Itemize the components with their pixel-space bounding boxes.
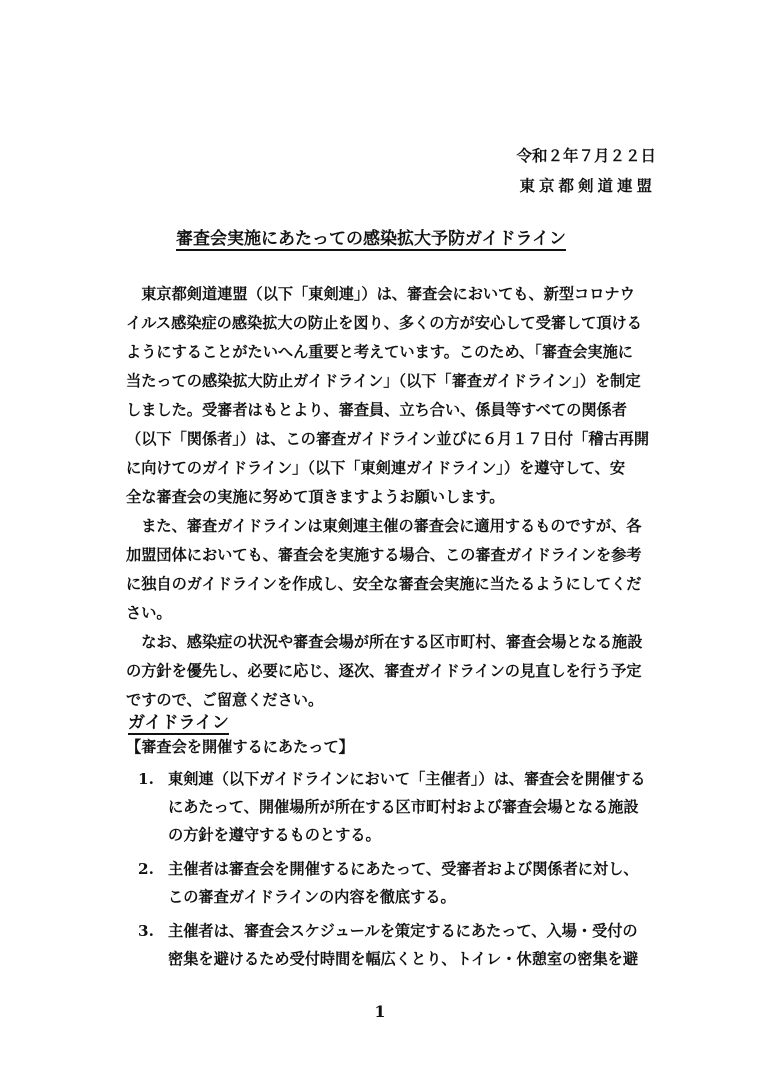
guideline-subsection-heading: 【審査会を開催するにあたって】 [126,738,354,756]
intro-line: なお、感染症の状況や審査会場が所在する区市町村、審査会場となる施設 [126,633,643,651]
intro-line: しました。受審者はもとより、審査員、立ち合い、係員等すべての関係者 [126,401,627,419]
intro-line: 当たっての感染拡大防止ガイドライン」（以下「審査ガイドライン」）を制定 [126,372,641,390]
page-number: 1 [374,1002,386,1021]
item-line: 主催者は審査会を開催するにあたって、受審者および関係者に対し、 [168,860,639,878]
guideline-item [138,855,658,911]
intro-paragraphs [126,280,656,715]
guideline-item [138,917,658,973]
document-title: 審査会実施にあたっての感染拡大予防ガイドライン [176,229,566,249]
intro-line: ですので、ご留意ください。 [126,691,324,709]
item-line: この審査ガイドラインの内容を徹底する。 [168,888,456,906]
intro-line: ようにすることがたいへん重要と考えています。このため、「審査会実施に [126,343,633,361]
guideline-item [138,765,658,849]
intro-line: 東京都剣道連盟（以下「東剣連」）は、審査会においても、新型コロナウ [126,285,635,303]
item-number: 2. [138,860,154,878]
date-organization-block [516,141,656,201]
intro-line: 加盟団体においても、審査会を実施する場合、この審査ガイドラインを参考 [126,546,642,564]
intro-line: 全な審査会の実施に努めて頂きますようお願いします。 [126,488,505,506]
item-body [168,765,658,849]
item-line: にあたって、開催場所が所在する区市町村および審査会場となる施設 [168,798,639,816]
intro-line: に独自のガイドラインを作成し、安全な審査会実施に当たるようにしてくだ [126,575,642,593]
item-line: 密集を避けるため受付時間を幅広くとり、トイレ・休憩室の密集を避 [168,950,639,968]
issuing-organization: 東京都剣道連盟 [519,176,656,195]
intro-line: イルス感染症の感染拡大の防止を図り、多くの方が安心して受審して頂ける [126,314,642,332]
item-line: 主催者は、審査会スケジュールを策定するにあたって、入場・受付の [168,922,638,940]
item-body [168,855,658,911]
intro-line: さい。 [126,604,172,622]
item-line: 東剣連（以下ガイドラインにおいて「主催者」）は、審査会を開催する [168,770,646,788]
document-date: 令和２年７月２２日 [516,146,656,165]
guideline-items-list [138,765,658,979]
intro-line: の方針を優先し、必要に応じ、逐次、審査ガイドラインの見直しを行う予定 [126,662,642,680]
guideline-section-heading: ガイドライン [128,713,229,733]
intro-line: に向けてのガイドライン」（以下「東剣連ガイドライン」）を遵守して、安 [126,459,626,477]
item-number: 1. [138,770,154,788]
item-number: 3. [138,922,154,940]
intro-line: （以下「関係者」）は、この審査ガイドライン並びに６月１７日付「稽古再開 [126,430,650,448]
item-body [168,917,658,973]
item-line: の方針を遵守するものとする。 [168,826,381,844]
intro-line: また、審査ガイドラインは東剣連主催の審査会に適用するものですが、各 [126,517,642,535]
